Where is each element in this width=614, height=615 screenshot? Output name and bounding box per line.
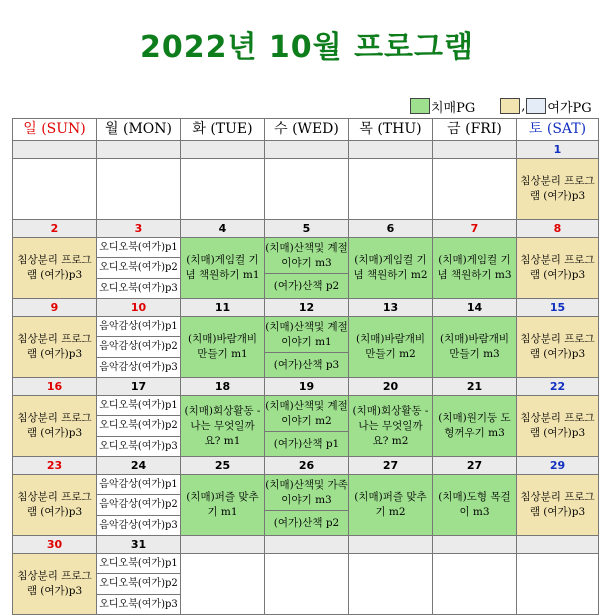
split-program-cell (265, 396, 349, 457)
leisure-stack-cell (97, 554, 181, 615)
date-number: 18 (181, 378, 265, 396)
leisure-alt-swatch (526, 98, 546, 114)
program-cell (349, 238, 433, 299)
program-text: 침상분리 프로그램 (여가)p3 (17, 570, 92, 597)
program-text: (치매)바람개비 만들기 m3 (439, 333, 510, 360)
leisure-item: 오디오북(여가)p2 (97, 416, 180, 436)
date-number: 25 (181, 457, 265, 475)
empty-cell (13, 159, 97, 220)
program-cell (433, 396, 517, 457)
program-row (13, 396, 599, 457)
dementia-program-text: (치매)산책및 계절이야기 m3 (265, 238, 348, 274)
date-number: 19 (265, 378, 349, 396)
program-row (13, 159, 599, 220)
date-number: 24 (97, 457, 181, 475)
leisure-stack-cell (97, 475, 181, 536)
split-program-cell (265, 475, 349, 536)
program-text: (치매)원기둥 도형꺼우기 m3 (438, 412, 511, 439)
date-number: 20 (349, 378, 433, 396)
leisure-stack-cell (97, 238, 181, 299)
leisure-item: 음악감상(여가)p3 (99, 519, 178, 531)
date-number (97, 141, 181, 159)
empty-cell (433, 554, 517, 615)
weekday-header: 목 (THU) (349, 119, 433, 141)
leisure-item: 오디오북(여가)p2 (97, 258, 180, 278)
program-row (13, 554, 599, 615)
date-number (13, 141, 97, 159)
program-cell (517, 396, 599, 457)
program-text: 침상분리 프로그램 (여가)p3 (520, 175, 595, 202)
program-cell (13, 554, 97, 615)
weekday-header: 화 (TUE) (181, 119, 265, 141)
leisure-swatch (500, 98, 520, 114)
date-row (13, 299, 599, 317)
program-cell (349, 475, 433, 536)
date-number: 27 (349, 457, 433, 475)
program-text: (치매)도형 목걸이 m3 (438, 491, 511, 518)
date-number: 9 (13, 299, 97, 317)
empty-cell (265, 159, 349, 220)
date-number: 23 (13, 457, 97, 475)
date-number: 12 (265, 299, 349, 317)
program-text: 침상분리 프로그램 (여가)p3 (520, 491, 595, 518)
date-number: 8 (517, 220, 599, 238)
program-cell (349, 396, 433, 457)
weekday-header: 토 (SAT) (517, 119, 599, 141)
date-number (517, 536, 599, 554)
dementia-swatch (410, 98, 430, 114)
leisure-item: 음악감상(여가)p1 (97, 475, 180, 495)
leisure-item: 음악감상(여가)p1 (97, 317, 180, 337)
legend-dementia-label: 치매PG (431, 100, 476, 116)
program-text: 침상분리 프로그램 (여가)p3 (520, 333, 595, 360)
leisure-item: 오디오북(여가)p3 (99, 282, 178, 294)
program-cell (517, 317, 599, 378)
date-number: 21 (433, 378, 517, 396)
leisure-item: 오디오북(여가)p1 (97, 554, 180, 574)
date-number: 10 (97, 299, 181, 317)
program-row (13, 475, 599, 536)
date-number: 13 (349, 299, 433, 317)
legend (410, 97, 593, 115)
date-number (181, 536, 265, 554)
leisure-program-text: (여가)산책 p1 (273, 437, 340, 450)
leisure-program-text: (여가)산책 p3 (273, 358, 340, 371)
date-number: 14 (433, 299, 517, 317)
leisure-stack-cell (97, 317, 181, 378)
program-cell (13, 317, 97, 378)
date-number (433, 141, 517, 159)
date-number: 15 (517, 299, 599, 317)
leisure-item: 오디오북(여가)p2 (97, 574, 180, 594)
program-text: 침상분리 프로그램 (여가)p3 (17, 333, 92, 360)
program-text: (치매)바람개비 만들기 m1 (187, 333, 258, 360)
legend-separator: , (521, 98, 526, 114)
program-text: 침상분리 프로그램 (여가)p3 (520, 412, 595, 439)
empty-cell (265, 554, 349, 615)
date-number (349, 536, 433, 554)
calendar-table (12, 118, 599, 615)
program-row (13, 317, 599, 378)
date-number: 27 (433, 457, 517, 475)
leisure-item: 음악감상(여가)p2 (97, 337, 180, 357)
program-text: (치매)바람개비 만들기 m2 (355, 333, 426, 360)
leisure-item: 오디오북(여가)p3 (99, 598, 178, 610)
program-row (13, 238, 599, 299)
program-text: (치매)회상활동 -나는 무엇일까요? m1 (184, 404, 261, 447)
date-number: 5 (265, 220, 349, 238)
weekday-header: 금 (FRI) (433, 119, 517, 141)
legend-leisure-label: 여가PG (547, 100, 592, 116)
weekday-header: 수 (WED) (265, 119, 349, 141)
program-cell (181, 396, 265, 457)
leisure-stack-cell (97, 396, 181, 457)
date-number: 11 (181, 299, 265, 317)
empty-cell (433, 159, 517, 220)
date-number: 6 (349, 220, 433, 238)
date-number: 26 (265, 457, 349, 475)
date-number: 4 (181, 220, 265, 238)
program-cell (433, 317, 517, 378)
split-program-cell (265, 317, 349, 378)
leisure-item: 오디오북(여가)p1 (97, 396, 180, 416)
program-text: 침상분리 프로그램 (여가)p3 (17, 491, 92, 518)
dementia-program-text: (치매)산책및 계절이야기 m1 (265, 317, 348, 353)
program-text: 침상분리 프로그램 (여가)p3 (17, 412, 92, 439)
program-cell (349, 317, 433, 378)
date-number: 17 (97, 378, 181, 396)
program-cell (181, 475, 265, 536)
empty-cell (181, 159, 265, 220)
date-number: 30 (13, 536, 97, 554)
date-number: 16 (13, 378, 97, 396)
program-text: (치매)퍼즐 맞추기 m1 (186, 491, 259, 518)
leisure-item: 오디오북(여가)p1 (97, 238, 180, 258)
date-row (13, 220, 599, 238)
date-number: 22 (517, 378, 599, 396)
program-cell (433, 238, 517, 299)
program-cell (13, 475, 97, 536)
date-number: 31 (97, 536, 181, 554)
program-cell (13, 396, 97, 457)
date-number: 1 (517, 141, 599, 159)
empty-cell (181, 554, 265, 615)
program-cell (181, 238, 265, 299)
dementia-program-text: (치매)산책및 가족이야기 m3 (265, 475, 348, 511)
date-number (265, 141, 349, 159)
page-title: 2022년 10월 프로그램 (139, 30, 474, 65)
program-text: (치매)게임컬 기념 책원하기 m1 (185, 254, 260, 281)
date-number (181, 141, 265, 159)
weekday-header: 일 (SUN) (13, 119, 97, 141)
program-text: 침상분리 프로그램 (여가)p3 (520, 254, 595, 281)
empty-cell (517, 554, 599, 615)
program-cell (433, 475, 517, 536)
date-row (13, 141, 599, 159)
leisure-item: 오디오북(여가)p3 (99, 440, 178, 452)
leisure-item: 음악감상(여가)p2 (97, 495, 180, 515)
dementia-program-text: (치매)산책및 계절이야기 m2 (265, 396, 348, 432)
date-number: 7 (433, 220, 517, 238)
date-number: 3 (97, 220, 181, 238)
weekday-header: 월 (MON) (97, 119, 181, 141)
program-text: (치매)퍼즐 맞추기 m2 (354, 491, 427, 518)
program-cell (517, 159, 599, 220)
program-text: (치매)게임컬 기념 책원하기 m3 (437, 254, 512, 281)
program-text: (치매)게임컬 기념 책원하기 m2 (353, 254, 428, 281)
weekday-header-row (13, 119, 599, 141)
empty-cell (349, 159, 433, 220)
split-program-cell (265, 238, 349, 299)
empty-cell (97, 159, 181, 220)
date-number: 2 (13, 220, 97, 238)
date-row (13, 378, 599, 396)
date-number (433, 536, 517, 554)
leisure-program-text: (여가)산책 p2 (273, 279, 340, 292)
program-cell (181, 317, 265, 378)
date-number (265, 536, 349, 554)
date-row (13, 457, 599, 475)
empty-cell (349, 554, 433, 615)
program-text: 침상분리 프로그램 (여가)p3 (17, 254, 92, 281)
program-text: (치매)회상활동 -나는 무엇일까요? m2 (352, 404, 429, 447)
date-number: 29 (517, 457, 599, 475)
leisure-program-text: (여가)산책 p2 (273, 516, 340, 529)
program-cell (517, 238, 599, 299)
date-number (349, 141, 433, 159)
date-row (13, 536, 599, 554)
program-cell (13, 238, 97, 299)
program-cell (517, 475, 599, 536)
leisure-item: 음악감상(여가)p3 (99, 361, 178, 373)
